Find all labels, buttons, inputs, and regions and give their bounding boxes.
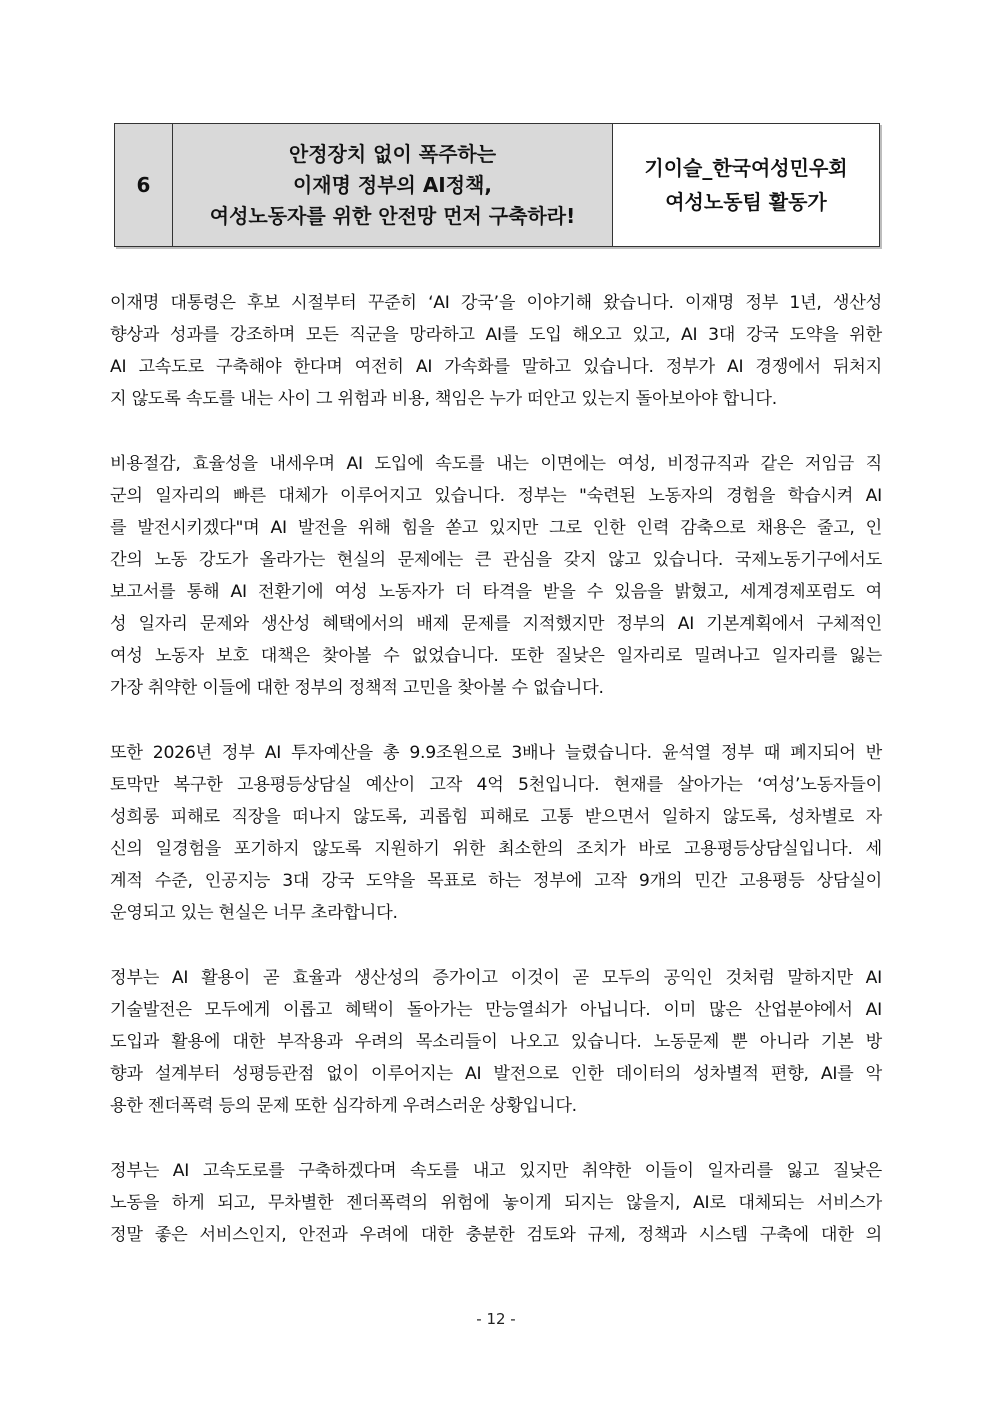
body-line: 기술발전은 모두에게 이롭고 혜택이 돌아가는 만능열쇠가 아닙니다. 이미 많은 산업분야에서 AI xyxy=(110,1000,882,1020)
page-number: - 12 - xyxy=(476,1310,516,1328)
body-line: 정말 좋은 서비스인지, 안전과 우려에 대한 충분한 검토와 규제, 정책과 시스템 구축에 대한 의 xyxy=(110,1225,882,1245)
body-line: 신의 일경험을 포기하지 않도록 지원하기 위한 최소한의 조치가 바로 고용평등상담실입니다. 세 xyxy=(110,839,882,859)
paragraph-2 xyxy=(110,448,882,704)
article-header-table xyxy=(114,123,880,247)
body-line: 계적 수준, 인공지능 3대 강국 도약을 목표로 하는 정부에 고작 9개의 민간 고용평등 상담실이 xyxy=(110,871,882,891)
title-line: 안정장치 없이 폭주하는 xyxy=(288,141,497,166)
article-body xyxy=(110,287,882,1284)
body-line: 토막만 복구한 고용평등상담실 예산이 고작 4억 5천입니다. 현재를 살아가는 ‘여성’노동자들이 xyxy=(110,775,882,795)
author-line: 기이슬_한국여성민우회 xyxy=(644,156,848,180)
article-title xyxy=(173,124,613,246)
body-line: AI 고속도로 구축해야 한다며 여전히 AI 가속화를 말하고 있습니다. 정부가 AI 경쟁에서 뒤처지 xyxy=(110,357,882,377)
body-line: 성희롱 피해로 직장을 떠나지 않도록, 괴롭힘 피해로 고통 받으면서 일하지 않도록, 성차별로 자 xyxy=(110,807,882,827)
body-line: 보고서를 통해 AI 전환기에 여성 노동자가 더 타격을 받을 수 있음을 밝혔고, 세계경제포럼도 여 xyxy=(110,582,882,602)
body-line: 간의 노동 강도가 올라가는 현실의 문제에는 큰 관심을 갖지 않고 있습니다. 국제노동기구에서도 xyxy=(110,550,882,570)
body-line: 가장 취약한 이들에 대한 정부의 정책적 고민을 찾아볼 수 없습니다. xyxy=(110,678,604,698)
paragraph-5 xyxy=(110,1155,882,1251)
body-line: 도입과 활용에 대한 부작용과 우려의 목소리들이 나오고 있습니다. 노동문제 뿐 아니라 기본 방 xyxy=(110,1032,882,1052)
body-line: 용한 젠더폭력 등의 문제 또한 심각하게 우려스러운 상황입니다. xyxy=(110,1096,577,1116)
body-line: 이재명 대통령은 후보 시절부터 꾸준히 ‘AI 강국’을 이야기해 왔습니다. 이재명 정부 1년, 생산성 xyxy=(110,293,882,313)
body-line: 지 않도록 속도를 내는 사이 그 위험과 비용, 책임은 누가 떠안고 있는지 돌아보아야 합니다. xyxy=(110,389,777,409)
body-line: 또한 2026년 정부 AI 투자예산을 총 9.9조원으로 3배나 늘렸습니다. 윤석열 정부 때 폐지되어 반 xyxy=(110,743,882,763)
body-line: 정부는 AI 활용이 곧 효율과 생산성의 증가이고 이것이 곧 모두의 공익인 것처럼 말하지만 AI xyxy=(110,968,882,988)
body-line: 운영되고 있는 현실은 너무 초라합니다. xyxy=(110,903,398,923)
body-line: 군의 일자리의 빠른 대체가 이루어지고 있습니다. 정부는 "숙련된 노동자의 경험을 학습시켜 AI xyxy=(110,486,882,506)
body-line: 를 발전시키겠다"며 AI 발전을 위해 힘을 쏟고 있지만 그로 인한 인력 감축으로 채용은 줄고, 인 xyxy=(110,518,882,538)
body-line: 성 일자리 문제와 생산성 혜택에서의 배제 문제를 지적했지만 정부의 AI 기본계획에서 구체적인 xyxy=(110,614,882,634)
paragraph-4 xyxy=(110,962,882,1122)
body-line: 여성 노동자 보호 대책은 찾아볼 수 없었습니다. 또한 질낮은 일자리로 밀려나고 일자리를 잃는 xyxy=(110,646,882,666)
body-line: 향과 설계부터 성평등관점 없이 이루어지는 AI 발전으로 인한 데이터의 성차별적 편향, AI를 악 xyxy=(110,1064,882,1084)
paragraph-3 xyxy=(110,737,882,929)
body-line: 비용절감, 효율성을 내세우며 AI 도입에 속도를 내는 이면에는 여성, 비정규직과 같은 저임금 직 xyxy=(110,454,882,474)
title-line: 여성노동자를 위한 안전망 먼저 구축하라! xyxy=(209,203,576,228)
author-line: 여성노동팀 활동가 xyxy=(665,190,827,214)
body-line: 노동을 하게 되고, 무차별한 젠더폭력의 위험에 놓이게 되지는 않을지, AI로 대체되는 서비스가 xyxy=(110,1193,882,1213)
body-line: 향상과 성과를 강조하며 모든 직군을 망라하고 AI를 도입 해오고 있고, AI 3대 강국 도약을 위한 xyxy=(110,325,882,345)
paragraph-1 xyxy=(110,287,882,415)
title-line: 이재명 정부의 AI정책, xyxy=(292,172,492,197)
body-line: 정부는 AI 고속도로를 구축하겠다며 속도를 내고 있지만 취약한 이들이 일자리를 잃고 질낮은 xyxy=(110,1161,882,1181)
article-author xyxy=(613,124,879,246)
article-number: 6 xyxy=(115,124,173,246)
